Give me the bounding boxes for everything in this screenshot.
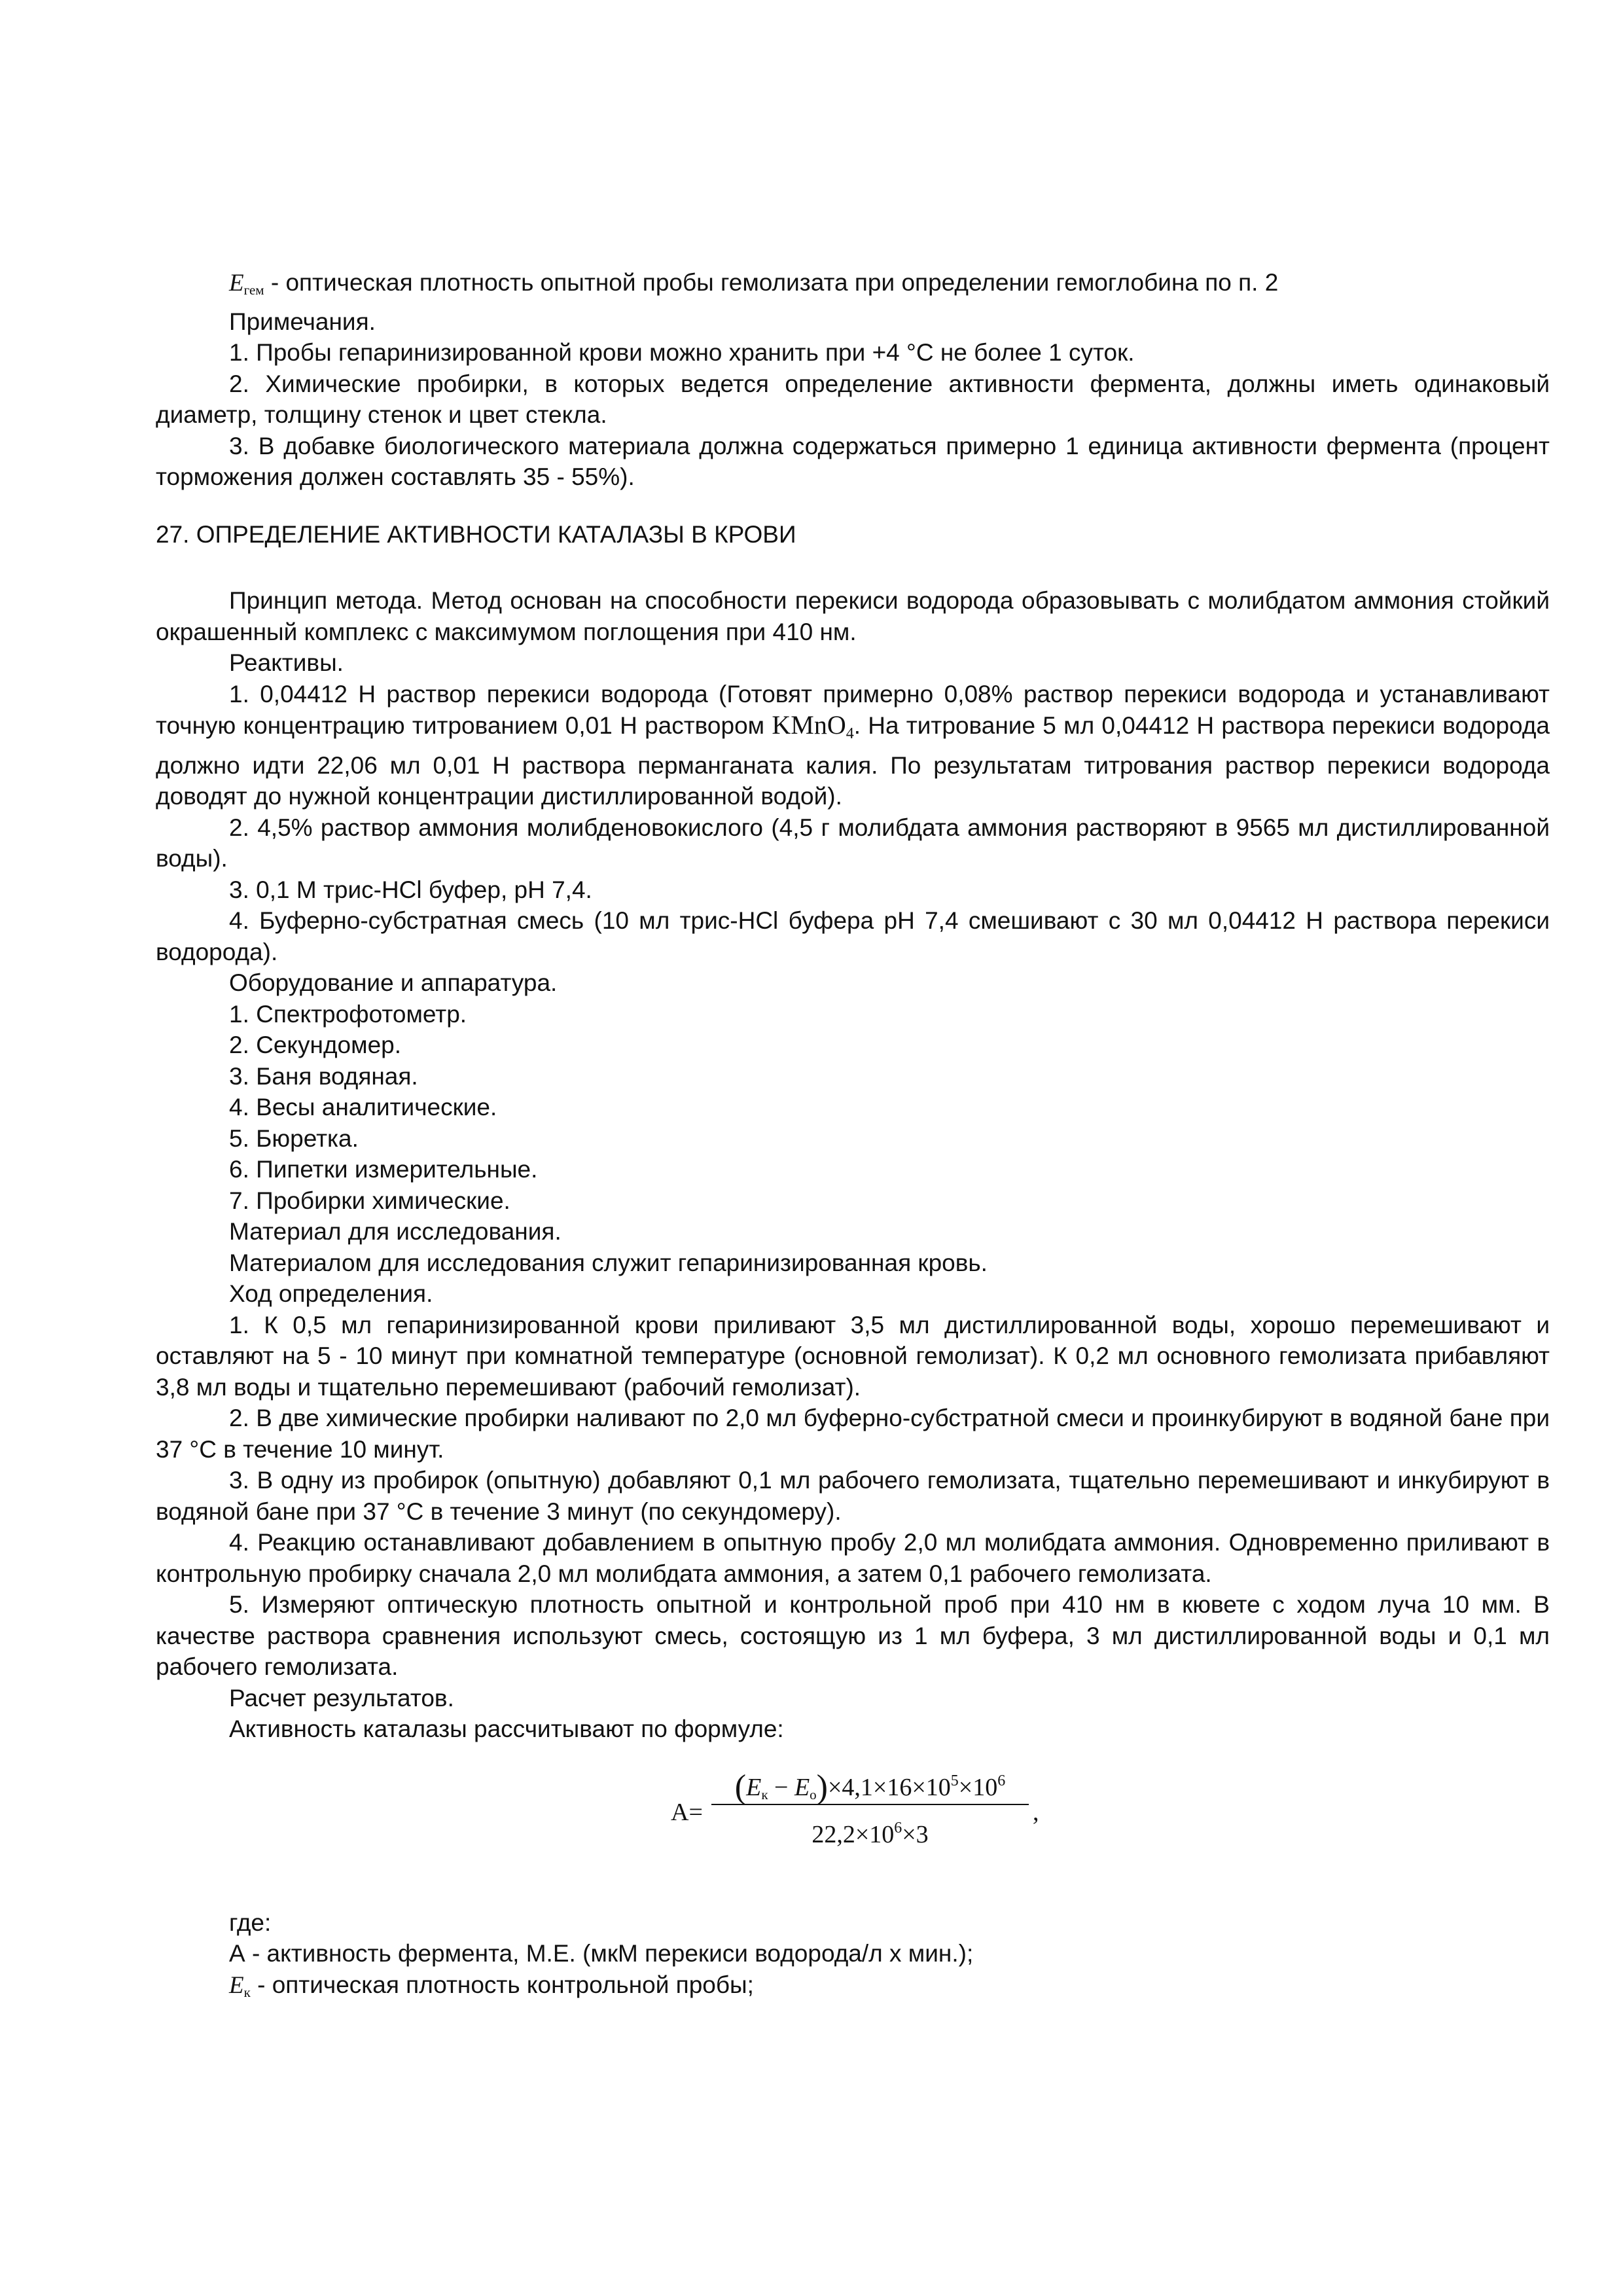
where-label: где: <box>229 1909 272 1936</box>
reagent-3: 3. 0,1 М трис-HCl буфер, рН 7,4. <box>229 876 592 903</box>
procedure-step-3: 3. В одну из пробирок (опытную) добавляют 0,1 мл рабочего гемолизата, тщательно перемешивают и инкубируют в водяной бане при 37 °С в течение 3 минут (по секундомеру). <box>156 1467 1550 1525</box>
method-principle: Принцип метода. Метод основан на способности перекиси водорода образовывать с молибдатом аммония стойкий окрашенный комплекс с максимумом поглощения при 410 нм. <box>156 587 1550 645</box>
catalase-formula <box>156 1761 1550 1885</box>
ek-definition: $E_к$ - оптическая плотность контрольной пробы; <box>229 1971 754 2000</box>
reagent-1: 1. 0,04412 Н раствор перекиси водорода (Готовят примерно 0,08% раствор перекиси водорода и устанавливают точную концентрацию титрованием 0,01 Н раствором KMnO4. На титрование 5 мл 0,04412 Н раствора перекиси водорода должно идти 22,06 мл 0,01 Н раствора перманганата калия. По результатам титрования раствор перекиси водорода доводят до нужной концентрации дистиллированной водой). <box>156 680 1550 810</box>
material-text: Материалом для исследования служит гепаринизированная кровь. <box>229 1249 988 1276</box>
calc-text: Активность каталазы рассчитывают по формуле: <box>229 1715 784 1742</box>
reagent-2: 2. 4,5% раствор аммония молибденовокислого (4,5 г молибдата аммония растворяют в 9565 мл дистиллированной воды). <box>156 814 1550 872</box>
ek-symbol: $E_к$ <box>229 1971 251 2000</box>
fraction-bar <box>711 1804 1029 1805</box>
equipment-item: 4. Весы аналитические. <box>229 1094 497 1121</box>
formula-fraction <box>711 1761 1029 1848</box>
section-heading: 27. ОПРЕДЕЛЕНИЕ АКТИВНОСТИ КАТАЛАЗЫ В КРОВИ <box>156 520 796 548</box>
procedure-step-1: 1. К 0,5 мл гепаринизированной крови приливают 3,5 мл дистиллированной воды, хорошо перемешивают и оставляют на 5 - 10 минут при комнатной температуре (основной гемолизат). К 0,2 мл основного гемолизата прибавляют 3,8 мл воды и тщательно перемешивают (рабочий гемолизат). <box>156 1311 1550 1401</box>
note-3: 3. В добавке биологического материала должна содержаться примерно 1 единица активности фермента (процент торможения должен составлять 35 - 55%). <box>156 432 1550 490</box>
equipment-title: Оборудование и аппаратура. <box>229 969 558 996</box>
procedure-step-4: 4. Реакцию останавливают добавлением в опытную пробу 2,0 мл молибдата аммония. Одновременно приливают в контрольную пробирку сначала 2,0 мл молибдата аммония, а затем 0,1 рабочего гемолизата. <box>156 1529 1550 1587</box>
e-gem-symbol: $E_{гем}$ <box>229 270 264 298</box>
calc-title: Расчет результатов. <box>229 1684 454 1712</box>
formula-denominator: $22,2\times 10^6\times 3$ <box>812 1819 929 1848</box>
equipment-item: 7. Пробирки химические. <box>229 1187 510 1214</box>
note-2: 2. Химические пробирки, в которых ведется определение активности фермента, должны иметь одинаковый диаметр, толщину стенок и цвет стекла. <box>156 370 1550 428</box>
procedure-title: Ход определения. <box>229 1280 433 1307</box>
formula-numerator: $(E_к - E_о)\times 4,1\times 16\times 10^5\times 10^6$ <box>734 1768 1006 1806</box>
kmno4-formula: KMnO4 <box>772 710 854 742</box>
reagents-title: Реактивы. <box>229 649 344 676</box>
document-page <box>156 267 1550 2008</box>
equipment-item: 2. Секундомер. <box>229 1031 402 1058</box>
notes-title: Примечания. <box>229 308 376 335</box>
equipment-item: 5. Бюретка. <box>229 1124 359 1152</box>
a-definition: А - активность фермента, М.Е. (мкМ перекиси водорода/л х мин.); <box>229 1940 974 1967</box>
reagent-4: 4. Буферно-субстратная смесь (10 мл трис-HCl буфера рН 7,4 смешивают с 30 мл 0,04412 Н раствора перекиси водорода). <box>156 907 1550 965</box>
formula-comma: , <box>1033 1798 1039 1826</box>
material-title: Материал для исследования. <box>229 1218 562 1245</box>
equipment-item: 3. Баня водяная. <box>229 1062 418 1090</box>
procedure-step-2: 2. В две химические пробирки наливают по 2,0 мл буферно-субстратной смеси и проинкубируют в водяной бане при 37 °С в течение 10 минут. <box>156 1405 1550 1463</box>
equipment-item: 6. Пипетки измерительные. <box>229 1156 538 1183</box>
formula-lhs: A= <box>671 1798 703 1826</box>
equipment-item: 1. Спектрофотометр. <box>229 1000 467 1028</box>
procedure-step-5: 5. Измеряют оптическую плотность опытной и контрольной проб при 410 нм в кювете с ходом луча 10 мм. В качестве раствора сравнения используют смесь, состоящую из 1 мл буфера, 3 мл дистиллированной воды и 0,1 мл рабочего гемолизата. <box>156 1591 1550 1680</box>
e-gem-definition: $E_{гем}$ - оптическая плотность опытной пробы гемолизата при определении гемоглобина по п. 2 <box>229 269 1279 298</box>
note-1: 1. Пробы гепаринизированной крови можно хранить при +4 °С не более 1 суток. <box>229 339 1135 366</box>
